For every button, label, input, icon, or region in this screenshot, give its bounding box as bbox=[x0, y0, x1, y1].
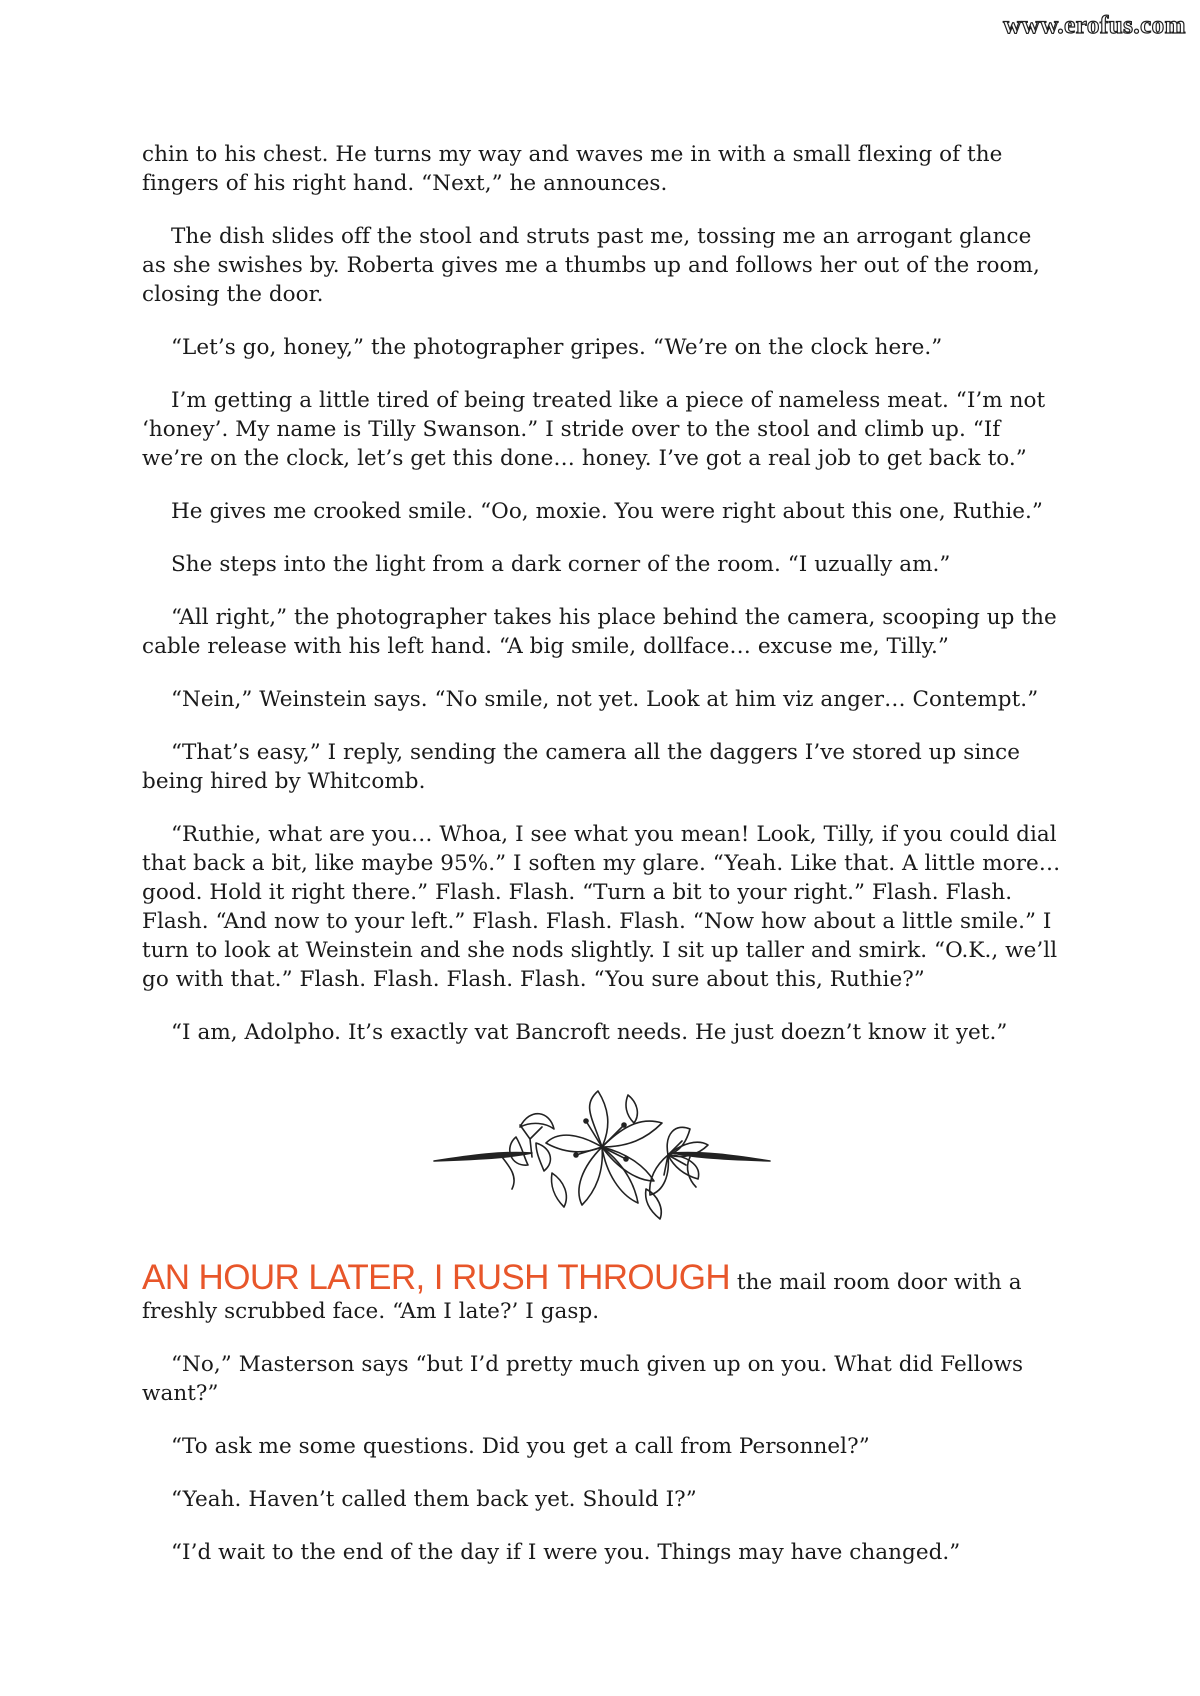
paragraph: “Ruthie, what are you… Whoa, I see what you mean! Look, Tilly, if you could dial that back a bit, like maybe 95%.” I soften my glare. “Yeah. Like that. A little more… good. Hold it right there.” Flash. Flash. “Turn a bit to your right.” Flash. Flash. Flash. “And now to your left.” Flash. Flash. Flash. “Now how about a little smile.” I turn to look at Weinstein and she nods slightly. I sit up taller and smirk. “O.K., we’ll go with that.” Flash. Flash. Flash. Flash. “You sure about this, Ruthie?” bbox=[142, 822, 1061, 992]
paragraph: He gives me crooked smile. “Oo, moxie. You were right about this one, Ruthie.” bbox=[171, 499, 1043, 524]
paragraph: “I am, Adolpho. It’s exactly vat Bancroft needs. He just doezn’t know it yet.” bbox=[171, 1020, 1008, 1045]
section-divider bbox=[142, 1077, 1062, 1227]
paragraph: “All right,” the photographer takes his place behind the camera, scooping up the cable release with his left hand. “A big smile, dollface… excuse me, Tilly.” bbox=[142, 605, 1057, 659]
paragraph: “Yeah. Haven’t called them back yet. Should I?” bbox=[171, 1487, 697, 1512]
chapter-opening-text: the mail room door with a freshly scrubbed face. “Am I late?’ I gasp. bbox=[142, 1270, 1022, 1324]
page-body bbox=[142, 140, 1062, 1591]
paragraph: “No,” Masterson says “but I’d pretty much given up on you. What did Fellows want?” bbox=[142, 1352, 1024, 1406]
lily-flower-divider-icon bbox=[432, 1077, 772, 1227]
paragraph: The dish slides off the stool and struts past me, tossing me an arrogant glance as she swishes by. Roberta gives me a thumbs up and follows her out of the room, closing the door. bbox=[142, 224, 1040, 307]
paragraph: “Let’s go, honey,” the photographer gripes. “We’re on the clock here.” bbox=[171, 335, 943, 360]
paragraph: “To ask me some questions. Did you get a call from Personnel?” bbox=[171, 1434, 870, 1459]
watermark-text: www.erofus.com bbox=[1003, 12, 1186, 39]
paragraph: I’m getting a little tired of being treated like a piece of nameless meat. “I’m not ‘honey’. My name is Tilly Swanson.” I stride over to the stool and climb up. “If we’re on the clock, let’s get this done… honey. I’ve got a real job to get back to.” bbox=[142, 388, 1046, 471]
chapter-lead-in: AN HOUR LATER, I RUSH THROUGH bbox=[142, 1258, 731, 1297]
paragraph: “I’d wait to the end of the day if I were you. Things may have changed.” bbox=[171, 1540, 961, 1565]
paragraph: She steps into the light from a dark corner of the room. “I uzually am.” bbox=[171, 552, 951, 577]
paragraph: chin to his chest. He turns my way and waves me in with a small flexing of the fingers of his right hand. “Next,” he announces. bbox=[142, 142, 1003, 196]
paragraph: “That’s easy,” I reply, sending the camera all the daggers I’ve stored up since being hired by Whitcomb. bbox=[142, 740, 1021, 794]
chapter-opening-paragraph bbox=[142, 1258, 1062, 1326]
paragraph: “Nein,” Weinstein says. “No smile, not yet. Look at him viz anger… Contempt.” bbox=[171, 687, 1039, 712]
